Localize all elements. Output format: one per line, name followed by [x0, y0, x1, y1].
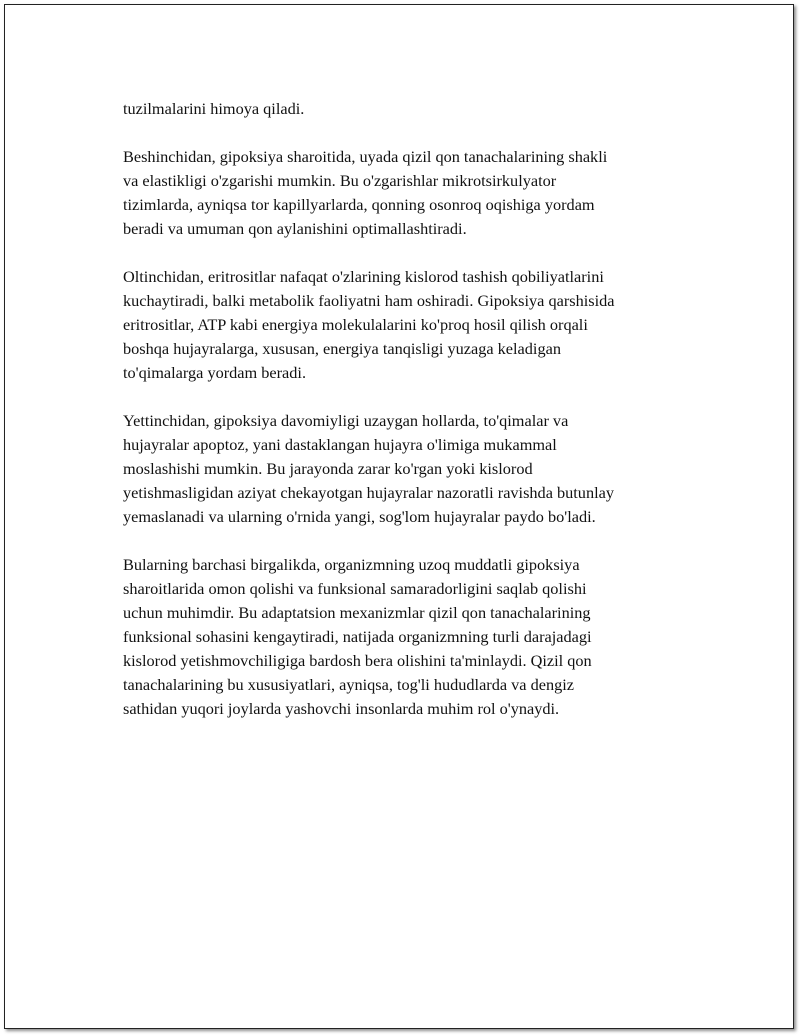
text-line: to'qimalarga yordam beradi.	[123, 363, 307, 382]
text-line: tanachalarining bu xususiyatlari, ayniqsa, tog'li hududlarda va dengiz	[123, 675, 574, 694]
text-line: sathidan yuqori joylarda yashovchi insonlarda muhim rol o'ynaydi.	[123, 699, 560, 718]
paragraph-3	[123, 265, 688, 385]
text-line: tuzilmalarini himoya qiladi.	[123, 99, 305, 118]
text-line: eritrositlar, ATP kabi energiya molekulalarini ko'proq hosil qilish orqali	[123, 315, 588, 334]
paragraph-5	[123, 553, 688, 721]
text-line: Yettinchidan, gipoksiya davomiyligi uzaygan hollarda, to'qimalar va	[123, 411, 569, 430]
paragraph-2	[123, 145, 688, 241]
text-line: yemaslanadi va ularning o'rnida yangi, sog'lom hujayralar paydo bo'ladi.	[123, 507, 596, 526]
text-line: kuchaytiradi, balki metabolik faoliyatni ham oshiradi. Gipoksiya qarshisida	[123, 291, 615, 310]
text-line: beradi va umuman qon aylanishini optimallashtiradi.	[123, 219, 467, 238]
text-line: yetishmasligidan aziyat chekayotgan hujayralar nazoratli ravishda butunlay	[123, 483, 614, 502]
paragraph-4	[123, 409, 688, 529]
text-line: uchun muhimdir. Bu adaptatsion mexanizmlar qizil qon tanachalarining	[123, 603, 591, 622]
text-line: funksional sohasini kengaytiradi, natijada organizmning turli darajadagi	[123, 627, 592, 646]
document-page	[4, 4, 794, 1029]
paragraph-1	[123, 97, 688, 121]
text-line: tizimlarda, ayniqsa tor kapillyarlarda, qonning osonroq oqishiga yordam	[123, 195, 595, 214]
document-body	[123, 97, 688, 745]
text-line: hujayralar apoptoz, yani dastaklangan hujayra o'limiga mukammal	[123, 435, 557, 454]
text-line: moslashishi mumkin. Bu jarayonda zarar ko'rgan yoki kislorod	[123, 459, 533, 478]
text-line: Bularning barchasi birgalikda, organizmning uzoq muddatli gipoksiya	[123, 555, 580, 574]
text-line: Oltinchidan, eritrositlar nafaqat o'zlarining kislorod tashish qobiliyatlarini	[123, 267, 604, 286]
text-line: kislorod yetishmovchiligiga bardosh bera olishini ta'minlaydi. Qizil qon	[123, 651, 592, 670]
text-line: boshqa hujayralarga, xususan, energiya tanqisligi yuzaga keladigan	[123, 339, 561, 358]
text-line: va elastikligi o'zgarishi mumkin. Bu o'zgarishlar mikrotsirkulyator	[123, 171, 557, 190]
text-line: Beshinchidan, gipoksiya sharoitida, uyada qizil qon tanachalarining shakli	[123, 147, 608, 166]
text-line: sharoitlarida omon qolishi va funksional samaradorligini saqlab qolishi	[123, 579, 587, 598]
